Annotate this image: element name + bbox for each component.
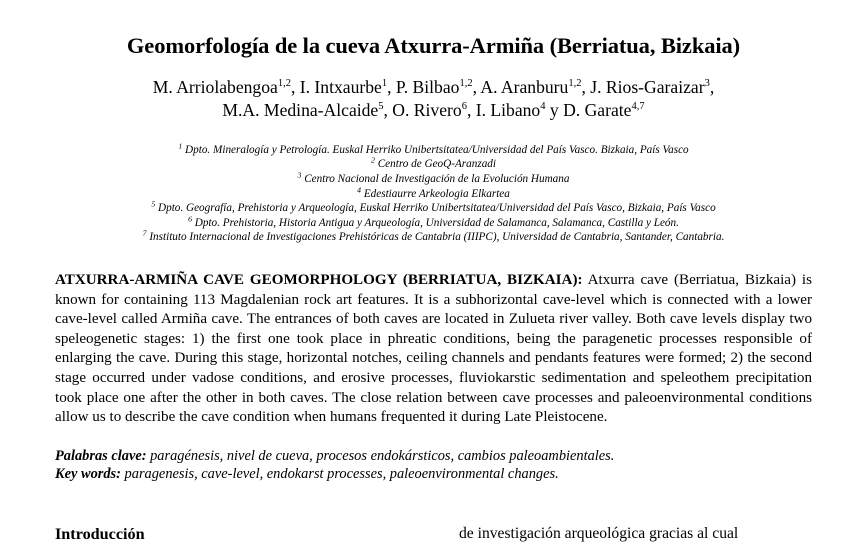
author-affiliation-marker: 4 (540, 101, 546, 113)
author-list (55, 59, 812, 122)
affiliation-item (55, 216, 812, 231)
author-name: I. Intxaurbe (299, 76, 382, 97)
keywords-spanish-label: Palabras clave: (55, 447, 147, 464)
affiliation-text: Dpto. Mineralogía y Petrología. Euskal Herriko Unibertsitatea/Universidad del País Vasco. Bizkaia, País Vasco (185, 143, 689, 156)
author-affiliation-marker: 5 (378, 101, 384, 113)
author-name: M.A. Medina-Alcaide (222, 99, 379, 120)
author-separator: , (709, 76, 715, 97)
document-content (55, 0, 812, 484)
author-separator: y (545, 99, 564, 120)
right-column-text: de investigación arqueológica gracias al cual (459, 525, 739, 542)
author-affiliation-marker: 1,2 (277, 78, 291, 90)
affiliation-item (55, 143, 812, 158)
author-separator: , (290, 76, 300, 97)
left-column (55, 524, 410, 545)
keywords-english-label: Key words: (55, 466, 121, 483)
keywords-spanish-values: paragénesis, nivel de cueva, procesos endokársticos, cambios paleoambientales. (146, 447, 615, 464)
author-name: O. Rivero (392, 99, 462, 120)
affiliation-marker: 3 (297, 170, 302, 180)
affiliation-marker: 2 (371, 155, 375, 165)
keywords-block (55, 428, 812, 484)
author-line-1 (55, 76, 812, 99)
abstract-paragraph (55, 245, 812, 428)
keywords-english (55, 465, 812, 484)
author-affiliation-marker: 1,2 (459, 78, 473, 90)
keywords-english-values: paragenesis, cave-level, endokarst processes, paleoenvironmental changes. (120, 466, 559, 483)
author-separator: , (581, 76, 591, 97)
affiliation-text: Dpto. Prehistoria, Historia Antigua y Arqueología, Universidad de Salamanca, Salamanca, Castilla y León. (194, 216, 679, 229)
affiliation-list (55, 122, 812, 245)
author-name: P. Bilbao (395, 76, 460, 97)
abstract-body: Atxurra cave (Berriatua, Bizkaia) is known for containing 113 Magdalenian rock art features. It is a subhorizontal cave-level which is connected with a lower cave-level called Armiña cave. The entrances of both caves are located in Zulueta river valley. Both cave levels display two speleogenetic stages: 1) the first one took place in phreatic conditions, being the paragenetic processes responsible of enlarging the cave. During this stage, horizontal notches, ceiling channels and pendants features were formed; 2) the second stage occurred under vadose conditions, and erosive processes, fluviokarstic sedimentation and speleothem precipitation took place one after the other in both caves. The close relation between cave processes and paleoenvironmental conditions allow us to describe the cave condition when humans frequented it during Late Pleistocene. (55, 272, 812, 426)
affiliation-marker: 6 (188, 214, 192, 224)
affiliation-text: Centro Nacional de Investigación de la Evolución Humana (304, 173, 570, 186)
affiliation-marker: 5 (151, 199, 156, 209)
author-line-2 (55, 99, 812, 122)
affiliation-text: Centro de GeoQ-Aranzadi (377, 158, 496, 171)
section-heading-introduccion: Introducción (55, 525, 145, 543)
affiliation-item (55, 172, 812, 187)
author-name: A. Aranburu (480, 76, 569, 97)
affiliation-marker: 1 (178, 141, 183, 151)
right-column (459, 524, 812, 544)
author-name: D. Garate (563, 99, 632, 120)
page-title: Geomorfología de la cueva Atxurra-Armiña (Berriatua, Bizkaia) (126, 33, 741, 58)
author-name: M. Arriolabengoa (152, 76, 278, 97)
affiliation-item (55, 201, 812, 216)
body-columns (55, 524, 812, 546)
affiliation-text: Dpto. Geografía, Prehistoria y Arqueología, Euskal Herriko Unibertsitatea/Universidad del País Vasco, Bizkaia, País Vasco (158, 202, 716, 215)
author-separator: , (472, 76, 481, 97)
keywords-spanish (55, 447, 812, 466)
author-separator: , (387, 76, 396, 97)
author-name: I. Libano (475, 99, 541, 120)
author-affiliation-marker: 3 (704, 78, 710, 90)
author-affiliation-marker: 4,7 (631, 101, 645, 113)
affiliation-item (55, 230, 812, 245)
affiliation-marker: 4 (357, 184, 362, 194)
author-name: J. Rios-Garaizar (590, 76, 705, 97)
author-separator: , (383, 99, 393, 120)
affiliation-text: Instituto Internacional de Investigaciones Prehistóricas de Cantabria (IIIPC), Universidad de Cantabria, Santander, Cantabria. (149, 231, 725, 244)
affiliation-item (55, 157, 812, 172)
abstract-heading: ATXURRA-ARMIÑA CAVE GEOMORPHOLOGY (BERRIATUA, BIZKAIA): (55, 272, 583, 289)
affiliation-text: Edestiaurre Arkeologia Elkartea (363, 187, 510, 200)
affiliation-item (55, 184, 812, 202)
author-affiliation-marker: 6 (461, 101, 467, 113)
affiliation-marker: 7 (142, 228, 147, 238)
author-affiliation-marker: 1 (381, 78, 388, 90)
author-affiliation-marker: 1,2 (568, 78, 582, 90)
author-separator: , (466, 99, 476, 120)
